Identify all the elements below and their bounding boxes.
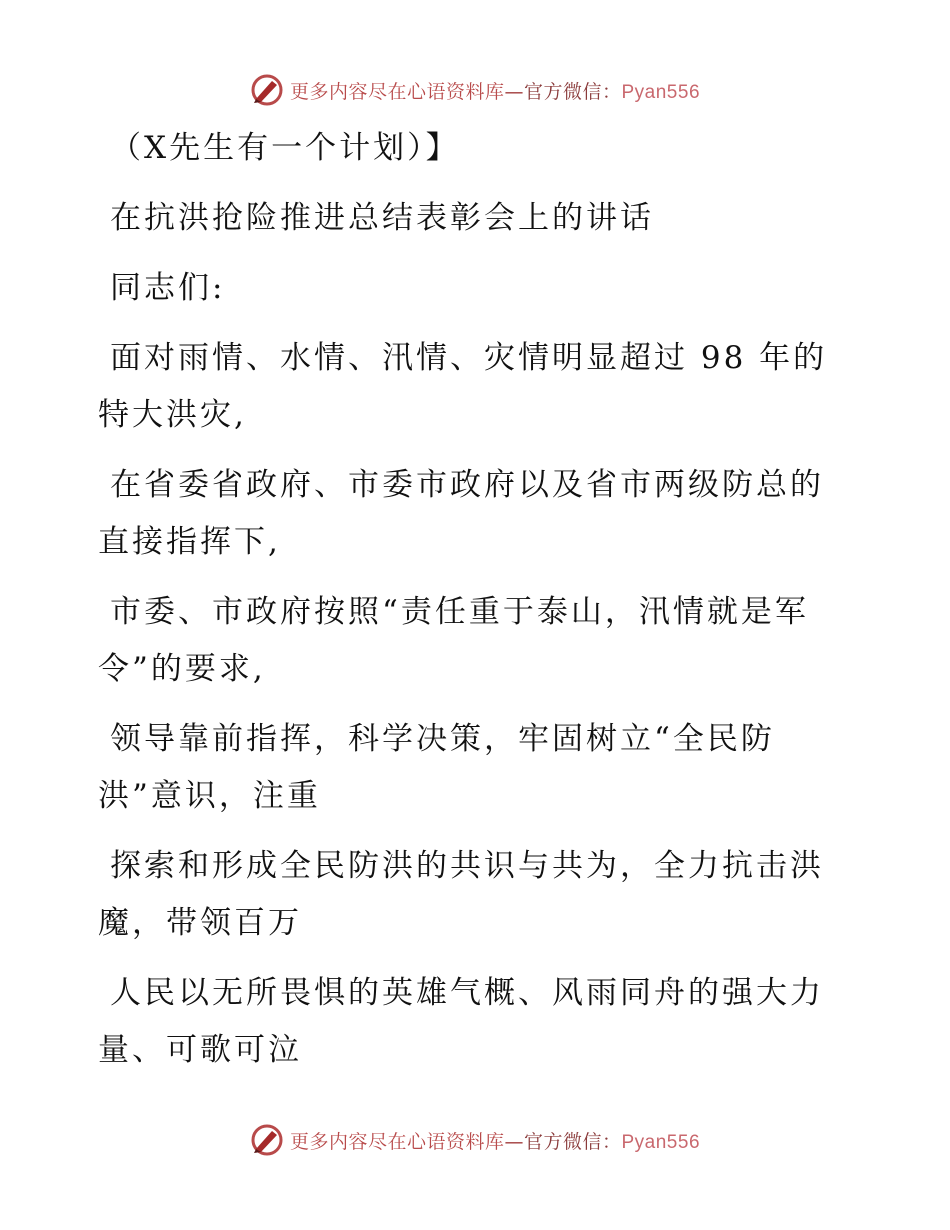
paragraph-7 (98, 711, 828, 825)
watermark-dash: — (504, 80, 524, 103)
watermark-official: 官方微信： (523, 80, 622, 103)
paragraph-1 (98, 120, 828, 177)
paragraph-line: 直接指挥下, (98, 524, 281, 560)
paragraph-2 (98, 190, 828, 247)
pen-logo-icon (250, 1123, 284, 1157)
paragraph-line: 探索和形成全民防洪的共识与共为，全力抗击洪 (110, 848, 824, 884)
paragraph-line: 人民以无所畏惧的英雄气概、风雨同舟的强大力 (110, 975, 824, 1011)
header-watermark (0, 70, 950, 110)
watermark-official: 官方微信： (523, 1130, 622, 1153)
paragraph-6 (98, 584, 828, 698)
paragraph-line: 令”的要求, (98, 651, 266, 687)
watermark-id: Pyan556 (621, 1131, 701, 1153)
paragraph-line: 魔，带领百万 (98, 905, 302, 941)
paragraph-line: 量、可歌可泣 (98, 1032, 302, 1068)
paragraph-9 (98, 965, 828, 1079)
watermark-id: Pyan556 (621, 81, 701, 103)
watermark-group (250, 1123, 700, 1157)
watermark-brand: 更多内容尽在心语资料库 (289, 1130, 505, 1153)
document-body (98, 120, 828, 1079)
paragraph-line: 面对雨情、水情、汛情、灾情明显超过 98 年的 (110, 340, 828, 376)
paragraph-line: 洪”意识，注重 (98, 778, 321, 814)
watermark-group (250, 73, 700, 107)
footer-watermark (0, 1120, 950, 1160)
paragraph-line: 特大洪灾, (98, 397, 247, 433)
paragraph-line: 领导靠前指挥，科学决策，牢固树立“全民防 (110, 721, 775, 757)
paragraph-line: 在省委省政府、市委市政府以及省市两级防总的 (110, 467, 824, 503)
document-title: 在抗洪抢险推进总结表彰会上的讲话 (110, 200, 654, 236)
paragraph-8 (98, 838, 828, 952)
watermark-brand: 更多内容尽在心语资料库 (289, 80, 505, 103)
salutation: 同志们: (110, 270, 226, 306)
paragraph-3 (98, 260, 828, 317)
watermark-text (290, 77, 700, 104)
paragraph-line: （X先生有一个计划）】 (110, 130, 460, 166)
pen-logo-icon (250, 73, 284, 107)
paragraph-5 (98, 457, 828, 571)
paragraph-line: 市委、市政府按照“责任重于泰山，汛情就是军 (110, 594, 809, 630)
watermark-dash: — (504, 1130, 524, 1153)
paragraph-4 (98, 330, 828, 444)
watermark-text (290, 1127, 700, 1154)
